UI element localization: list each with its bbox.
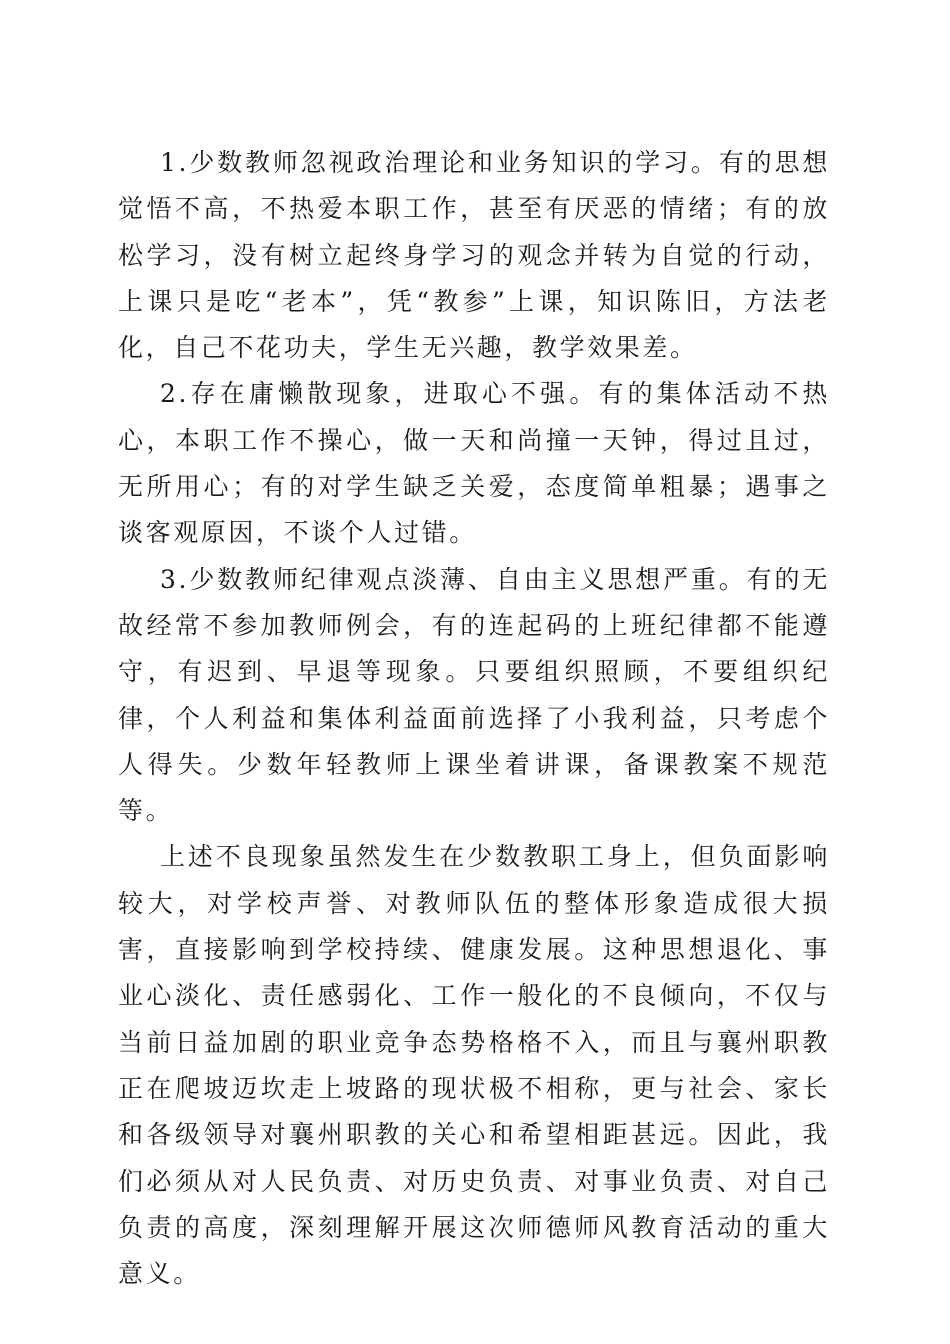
paragraph-item-2: 2.存在庸懒散现象，进取心不强。有的集体活动不热心，本职工作不操心，做一天和尚撞一天钟，得过且过，无所用心；有的对学生缺乏关爱，态度简单粗暴；遇事之谈客观原因，不谈个人过错。	[118, 379, 830, 548]
paragraph-item-3: 3.少数教师纪律观点淡薄、自由主义思想严重。有的无故经常不参加教师例会，有的连起码的上班纪律都不能遵守，有迟到、早退等现象。只要组织照顾，不要组织纪律，个人利益和集体利益面前选择了小我利益，只考虑个人得失。少数年轻教师上课坐着讲课，备课教案不规范等。	[118, 564, 830, 826]
paragraph-item-1: 1.少数教师忽视政治理论和业务知识的学习。有的思想觉悟不高，不热爱本职工作，甚至有厌恶的情绪；有的放松学习，没有树立起终身学习的观念并转为自觉的行动，上课只是吃“老本”，凭“教参”上课，知识陈旧，方法老化，自己不花功夫，学生无兴趣，教学效果差。	[118, 148, 830, 363]
paragraph-conclusion: 上述不良现象虽然发生在少数教职工身上，但负面影响较大，对学校声誉、对教师队伍的整体形象造成很大损害，直接影响到学校持续、健康发展。这种思想退化、事业心淡化、责任感弱化、工作一般化的不良倾向，不仅与当前日益加剧的职业竞争态势格格不入，而且与襄州职教正在爬坡迈坎走上坡路的现状极不相称，更与社会、家长和各级领导对襄州职教的关心和希望相距甚远。因此，我们必须从对人民负责、对历史负责、对事业负责、对自己负责的高度，深刻理解开展这次师德师风教育活动的重大意义。	[118, 842, 830, 1289]
document-body	[118, 140, 830, 1297]
